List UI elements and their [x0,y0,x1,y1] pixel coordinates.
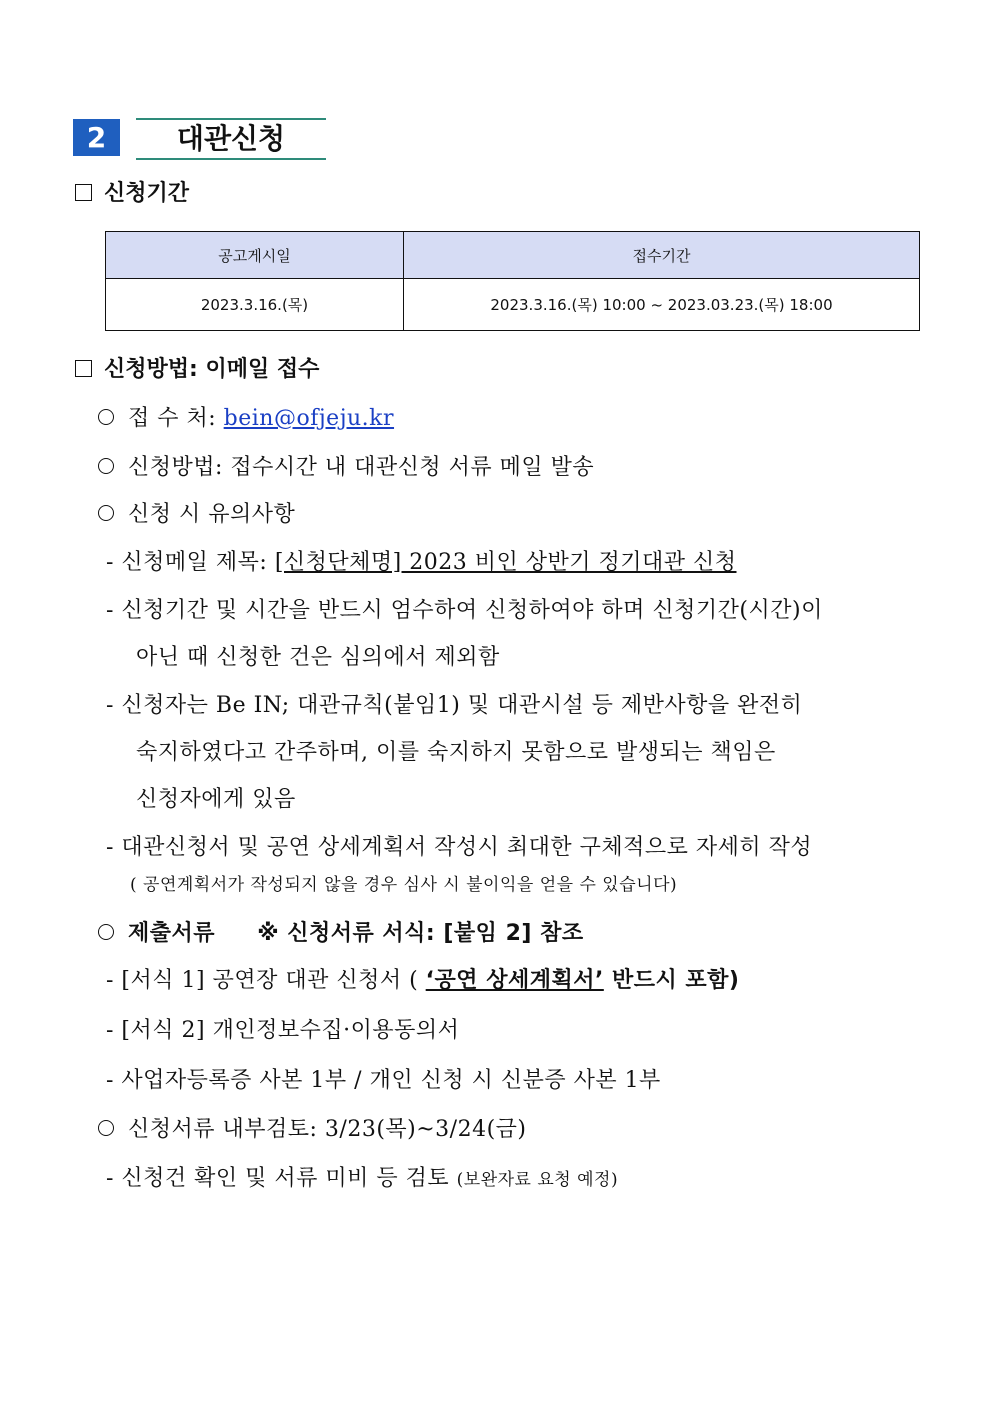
note-3-line-3: 신청자에게 있음 [136,787,296,812]
doc-3: - 사업자등록증 사본 1부 / 개인 신청 시 신분증 사본 1부 [106,1068,661,1093]
receiver-email-link[interactable]: bein@ofjeju.kr [223,406,395,431]
cell-receipt-period: 2023.3.16.(목) 10:00 ~ 2023.03.23.(목) 18:00 [404,279,920,331]
doc-1-emphasis: ‘공연 상세계획서’ [425,968,604,993]
note-1 [106,545,737,576]
period-table [105,231,920,331]
circle-bullet-icon [98,458,114,474]
note-4-line-2: ( 공연계획서가 작성되지 않을 경우 심사 시 불이익을 얻을 수 있습니다) [130,875,678,895]
receiver-line [98,401,394,432]
documents-heading-text: 제출서류 [128,921,216,946]
note-2-line-2: 아닌 때 신청한 건은 심의에서 제외함 [136,645,500,670]
header-receipt-period: 접수기간 [404,232,920,279]
review-heading [98,1112,527,1143]
documents-reference: ※ 신청서류 서식: [붙임 2] 참조 [257,921,584,946]
table-row [106,279,920,331]
note-1-prefix: - 신청메일 제목: [106,550,275,575]
receiver-label: 접 수 처: [128,406,217,431]
doc-1 [106,963,739,994]
note-3-line-1: - 신청자는 Be IN; 대관규칙(붙임1) 및 대관시설 등 제반사항을 완전히 [106,693,803,718]
note-2-line-1: - 신청기간 및 시간을 반드시 엄수하여 신청하여야 하며 신청기간(시간)이 [106,598,823,623]
table-header-row [106,232,920,279]
circle-bullet-icon [98,1120,114,1136]
doc-2: - [서식 2] 개인정보수집·이용동의서 [106,1018,460,1043]
circle-bullet-icon [98,409,114,425]
header-notice-date: 공고게시일 [106,232,404,279]
method-heading-text: 신청방법: 이메일 접수 [104,357,320,382]
note-1-subject: [신청단체명] 2023 비인 상반기 정기대관 신청 [274,550,737,575]
review-detail [106,1161,618,1192]
documents-heading [98,916,584,947]
doc-1-suffix: 반드시 포함) [603,968,740,993]
notes-heading-text: 신청 시 유의사항 [128,502,296,527]
period-heading [75,176,189,207]
section-number: 2 [73,119,120,156]
notes-heading [98,497,295,528]
cell-notice-date: 2023.3.16.(목) [106,279,404,331]
circle-bullet-icon [98,505,114,521]
square-bullet-icon [75,184,92,201]
review-detail-note: (보완자료 요청 예정) [456,1170,619,1190]
note-4-line-1: - 대관신청서 및 공연 상세계획서 작성시 최대한 구체적으로 자세히 작성 [106,835,813,860]
period-heading-text: 신청기간 [104,181,190,206]
method-heading [75,352,319,383]
review-heading-text: 신청서류 내부검토: 3/23(목)~3/24(금) [128,1117,527,1142]
doc-1-prefix: - [서식 1] 공연장 대관 신청서 ( [106,968,419,993]
method-text: 신청방법: 접수시간 내 대관신청 서류 메일 발송 [128,455,595,480]
note-3-line-2: 숙지하였다고 간주하며, 이를 숙지하지 못함으로 발생되는 책임은 [136,740,776,765]
circle-bullet-icon [98,924,114,940]
section-title: 대관신청 [176,122,286,155]
section-title-box [136,118,326,160]
method-line [98,450,594,481]
square-bullet-icon [75,360,92,377]
review-detail-prefix: - 신청건 확인 및 서류 미비 등 검토 [106,1166,457,1191]
